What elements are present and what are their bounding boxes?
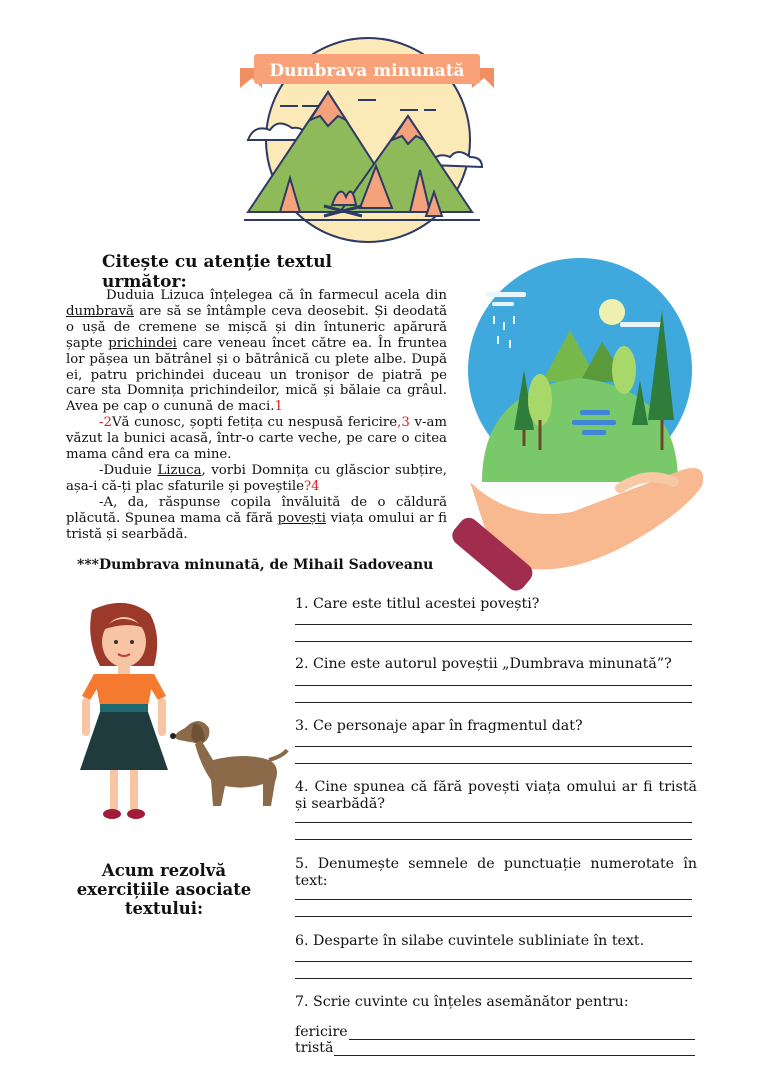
fill-word: tristă (295, 1040, 334, 1056)
text: -A, da, răspunse copila învăluită de o căldură plăcută. Spunea mama că fără (66, 494, 447, 526)
punctuation-mark-1: 1 (274, 399, 283, 415)
title-illustration (240, 30, 520, 245)
paragraph-3 (66, 463, 447, 495)
question-3: 3. Ce personaje apar în fragmentul dat? (295, 718, 583, 734)
story-passage (66, 288, 447, 543)
underlined-word: Lizuca (157, 462, 202, 478)
answer-line[interactable] (295, 899, 692, 900)
skirt (80, 712, 168, 770)
question-2: 2. Cine este autorul poveștii „Dumbrava minunată”? (295, 656, 672, 672)
question-1: 1. Care este titlul acestei povești? (295, 596, 540, 612)
question-7: 7. Scrie cuvinte cu înțeles asemănător pentru: (295, 994, 629, 1010)
hand-landscape-illustration (452, 250, 710, 602)
dog-body (195, 740, 277, 806)
underlined-word: povești (277, 510, 326, 526)
answer-line[interactable] (295, 624, 692, 625)
answer-line[interactable] (295, 746, 692, 747)
text: Vă cunosc, șopti fetița cu nespusă fericire (111, 415, 398, 431)
answer-line[interactable] (295, 839, 692, 840)
fill-word: fericire (295, 1024, 348, 1040)
answer-line[interactable] (295, 822, 692, 823)
fill-row (295, 1040, 695, 1056)
shoe (127, 809, 145, 819)
answer-line[interactable] (295, 978, 692, 979)
fill-blank[interactable] (349, 1027, 695, 1040)
answer-line[interactable] (295, 763, 692, 764)
question-6: 6. Desparte în silabe cuvintele subliniate în text. (295, 933, 645, 949)
paragraph-4 (66, 495, 447, 543)
paragraph-1 (66, 288, 447, 415)
sun-icon (599, 299, 625, 325)
banner-title: Dumbrava minunată (269, 61, 465, 81)
shirt (94, 674, 154, 706)
fill-blank[interactable] (334, 1043, 695, 1056)
text: Duduia Lizuca înțelegea că în farmecul acela din (106, 288, 447, 303)
shoe (103, 809, 121, 819)
paragraph-2 (66, 415, 447, 463)
source-attribution: ***Dumbrava minunată, de Mihail Sadoveanu (77, 557, 434, 573)
answer-line[interactable] (295, 702, 692, 703)
fill-row (295, 1024, 695, 1040)
text: care veneau încet către ea. În fruntea lor pășea un bătrânel și o bătrânică cu plete albe. După ei, patru prichindei duceau un tronișor de piatră pe care sta Domnița prichindeilor, mică și bălaie ca grâul. Avea pe cap o cunună de maci. (66, 335, 448, 415)
instruction-heading: Citește cu atenție textul următor: (102, 252, 333, 292)
text: -Duduie (99, 462, 158, 478)
answer-line[interactable] (295, 961, 692, 962)
answer-line[interactable] (295, 641, 692, 642)
text: viața omului ar fi tristă și searbădă. (66, 510, 447, 542)
question-5: 5. Denumește semnele de punctuație numerotate în text: (295, 856, 697, 889)
dog-illustration (165, 710, 290, 815)
punctuation-mark-2: -2 (99, 415, 112, 431)
punctuation-mark-4: ?4 (304, 478, 320, 494)
question-4: 4. Cine spunea că fără povești viața omului ar fi tristă și searbădă? (295, 779, 697, 812)
punctuation-mark-3: ,3 (397, 415, 410, 431)
text: , vorbi Domnița cu glăscior subțire, așa-i că-ți plac sfaturile și poveștile (66, 462, 447, 494)
dog-tail (269, 750, 287, 760)
underlined-word: prichindei (108, 335, 177, 351)
solve-exercises-label: Acum rezolvă exercițiile asociate textului: (76, 861, 252, 918)
underlined-word: dumbravă (66, 303, 134, 319)
answer-line[interactable] (295, 916, 692, 917)
answer-line[interactable] (295, 685, 692, 686)
text: are să se întâmple ceva deosebit. Și deodată o ușă de cremene se mișcă și din întuneric apărură șapte (66, 303, 447, 351)
text: v-am văzut la bunici acasă, într-o carte veche, pe care o citea mama când era ca mine. (66, 415, 447, 463)
dog-nose (170, 733, 176, 739)
belt (100, 704, 148, 712)
girl-illustration (70, 600, 180, 825)
